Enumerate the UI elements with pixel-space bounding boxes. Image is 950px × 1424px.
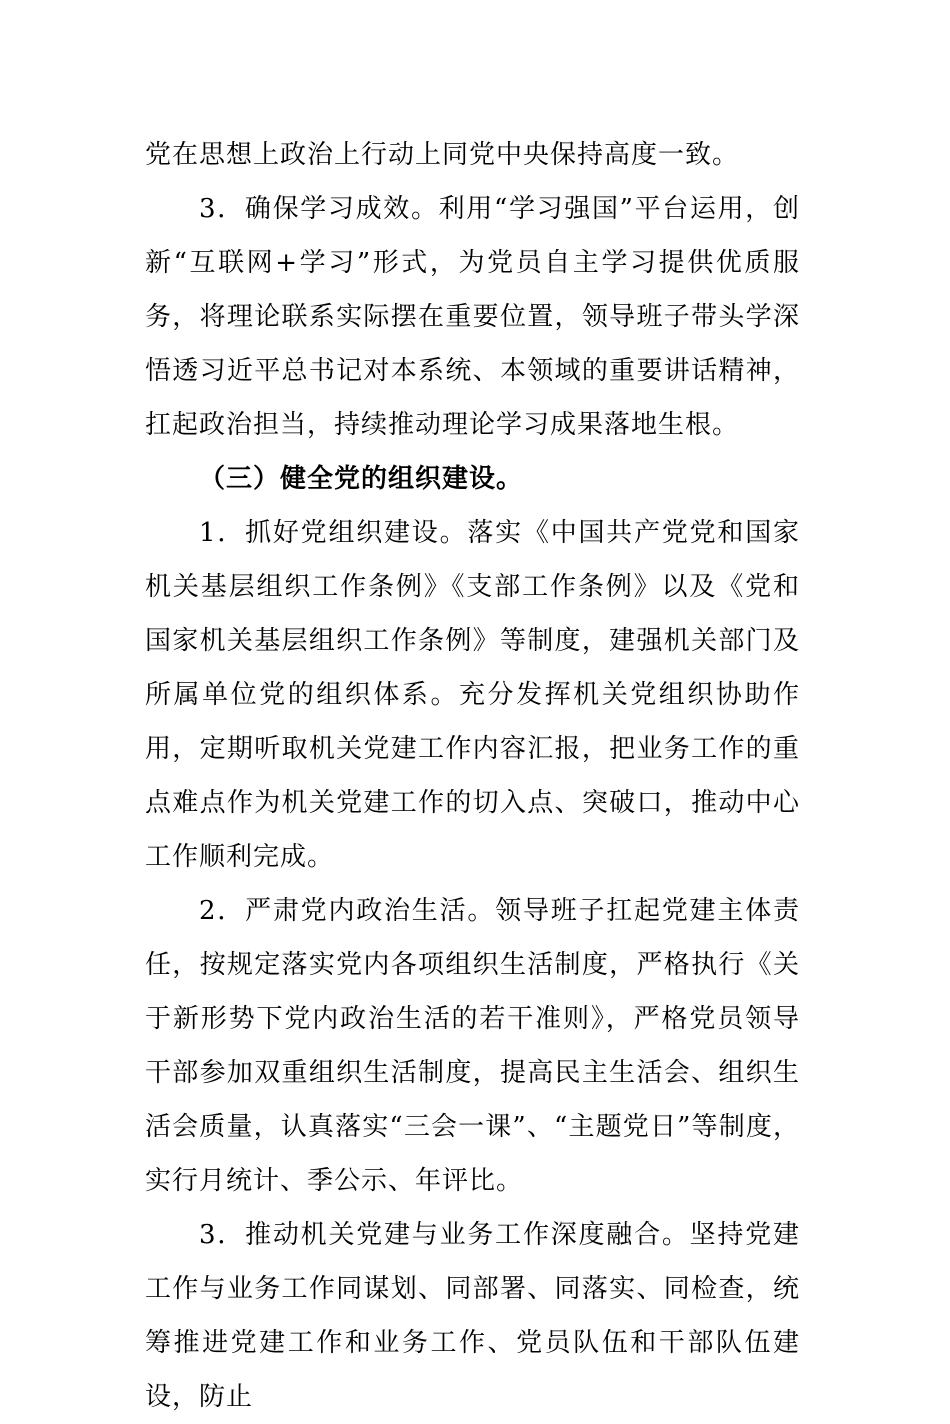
paragraph-continuation: 党在思想上政治上行动上同党中央保持高度一致。 <box>145 140 740 170</box>
paragraph-item-3-integration: 3．推动机关党建与业务工作深度融合。坚持党建工作与业务工作同谋划、同部署、同落实、同检查，统筹推进党建工作和业务工作、党员队伍和干部队伍建设，防止 <box>145 1220 800 1412</box>
document-body <box>145 128 800 1424</box>
section-heading-organization: （三）健全党的组织建设。 <box>199 464 524 494</box>
paragraph-item-3-study-results: 3．确保学习成效。利用“学习强国”平台运用，创新“互联网+学习”形式，为党员自主学习提供优质服务，将理论联系实际摆在重要位置，领导班子带头学深悟透习近平总书记对本系统、本领域的重要讲话精神，扛起政治担当，持续推动理论学习成果落地生根。 <box>145 194 800 440</box>
paragraph-item-1-party-organization: 1．抓好党组织建设。落实《中国共产党党和国家机关基层组织工作条例》《支部工作条例》以及《党和国家机关基层组织工作条例》等制度，建强机关部门及所属单位党的组织体系。充分发挥机关党组织协助作用，定期听取机关党建工作内容汇报，把业务工作的重点难点作为机关党建工作的切入点、突破口，推动中心工作顺利完成。 <box>145 518 800 872</box>
paragraph-item-2-political-life: 2．严肃党内政治生活。领导班子扛起党建主体责任，按规定落实党内各项组织生活制度，严格执行《关于新形势下党内政治生活的若干准则》，严格党员领导干部参加双重组织生活制度，提高民主生活会、组织生活会质量，认真落实“三会一课”、“主题党日”等制度，实行月统计、季公示、年评比。 <box>145 896 800 1196</box>
